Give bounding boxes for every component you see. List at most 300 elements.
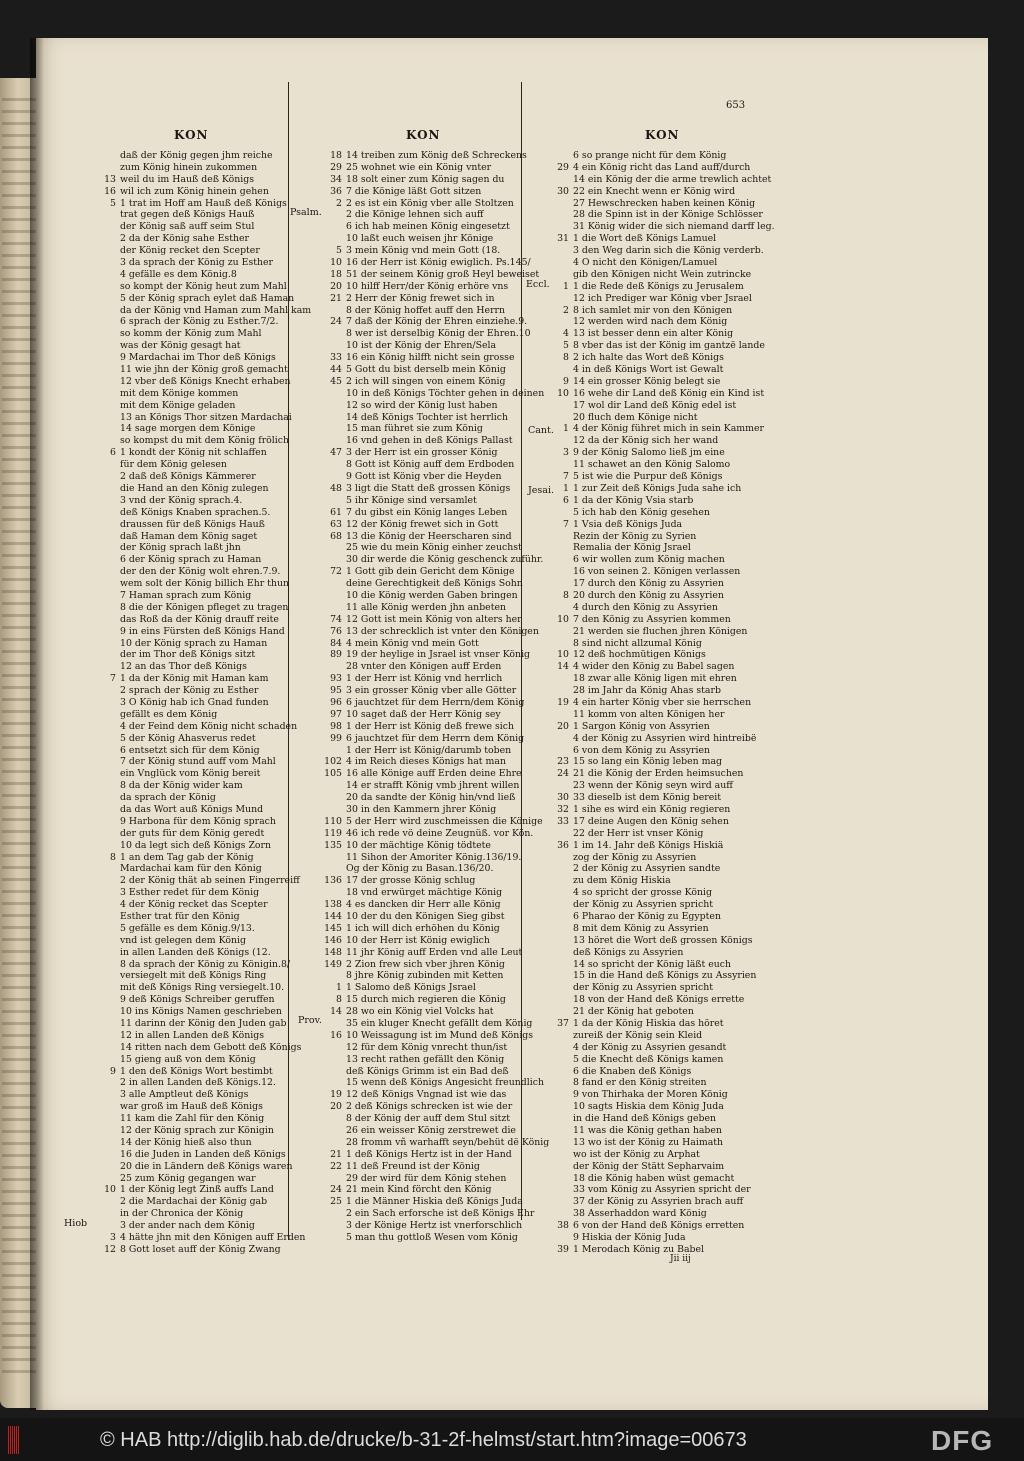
index-entry	[92, 947, 288, 959]
entry-text: das Roß da der König drauff reite	[120, 613, 279, 625]
verse-reference: 20	[557, 720, 569, 732]
entry-text: 6 von dem König zu Assyrien	[573, 744, 710, 756]
index-entry	[545, 340, 765, 352]
entry-text: 12 der König sprach zur Königin	[120, 1125, 274, 1137]
entry-text: 16 vnd gehen in deß Königs Pallast	[346, 435, 513, 447]
entry-text: 31 König wider die sich niemand darff leg.	[573, 221, 775, 233]
index-entry	[318, 661, 518, 673]
index-entry	[92, 768, 288, 780]
entry-text: 13 wo ist der König zu Haimath	[573, 1136, 724, 1148]
entry-text: 20 die in Ländern deß Königs waren	[120, 1160, 293, 1172]
index-entry	[545, 435, 765, 447]
entry-text: Mardachai kam für den König	[120, 863, 262, 875]
index-entry	[318, 1196, 523, 1208]
index-entry	[318, 840, 518, 852]
entry-text: 17 wol dir Land deß König edel ist	[573, 399, 737, 411]
index-entry	[92, 388, 288, 400]
entry-text: 12 ich Prediger war König vber Jsrael	[573, 292, 752, 304]
index-entry	[318, 1149, 518, 1161]
index-entry	[92, 709, 288, 721]
margin-book-cant: Cant.	[528, 425, 554, 436]
index-entry	[318, 542, 522, 554]
index-entry	[92, 923, 288, 935]
index-entry	[545, 959, 765, 971]
index-entry	[318, 340, 518, 352]
verse-reference: 2	[336, 197, 342, 209]
entry-text: 17 durch den König zu Assyrien	[573, 578, 724, 590]
entry-text: 10 der Herr ist König ewiglich	[346, 934, 490, 946]
entry-text: 29 der wird für dem König stehen	[346, 1172, 507, 1184]
entry-text: 18 solt einer zum König sagen du	[346, 173, 505, 185]
entry-text: 18 vnd erwürget mächtige König	[346, 887, 503, 899]
verse-reference: 74	[330, 613, 342, 625]
index-entry	[92, 292, 295, 305]
verse-reference: 4	[563, 328, 569, 340]
index-entry	[545, 495, 765, 507]
entry-text: 9 Harbona für dem König sprach	[120, 815, 276, 827]
barcode-icon	[8, 1426, 20, 1454]
entry-text: der guts für dem König geredt	[120, 827, 265, 839]
entry-text: 8 wer ist derselbig König der Ehren.10	[346, 328, 531, 340]
index-entry	[318, 507, 518, 519]
index-entry	[92, 649, 288, 661]
index-entry	[318, 756, 518, 768]
entry-text: 9 in eins Fürsten deß Königs Hand	[120, 625, 285, 637]
entry-text: 12 Gott ist mein König von alters her	[346, 613, 522, 625]
index-entry	[318, 911, 518, 923]
index-entry	[92, 578, 288, 590]
index-entry	[318, 162, 518, 174]
entry-text: 4 es dancken dir Herr alle König	[346, 899, 501, 911]
index-entry	[92, 531, 288, 543]
entry-text: 1 ich will dich erhöhen du König	[346, 922, 500, 934]
verse-reference: 5	[563, 340, 569, 352]
entry-text: 7 du gibst ein König langes Leben	[346, 506, 508, 518]
entry-text: 8 der König der auff dem Stul sitzt	[346, 1113, 511, 1125]
index-entry	[318, 887, 518, 899]
entry-text: ein Vnglück vom König bereit	[120, 768, 261, 780]
entry-text: 3 vnd der König sprach.4.	[120, 494, 243, 506]
index-entry	[545, 1173, 765, 1185]
entry-text: 2 es ist ein König vber alle Stoltzen	[346, 197, 514, 209]
entry-text: 25 wie du mein König einher zeuchst	[346, 542, 522, 554]
index-entry	[318, 815, 543, 828]
entry-text: 1 da der König Hiskia das höret	[573, 1018, 724, 1030]
index-entry	[92, 364, 288, 376]
index-entry	[545, 638, 765, 650]
verse-reference: 3	[563, 447, 569, 459]
entry-text: 20 da sandte der König hin/vnd ließ	[346, 792, 516, 804]
margin-book-psalm: Psalm.	[290, 207, 322, 218]
index-entry	[92, 911, 288, 923]
index-entry	[92, 221, 288, 233]
entry-text: 14 ein grosser König belegt sie	[573, 375, 721, 387]
index-entry	[318, 245, 518, 257]
entry-text: 1 Salomo deß Königs Jsrael	[346, 982, 476, 994]
entry-text: 2 daß deß Königs Kämmerer	[120, 471, 256, 483]
index-entry	[545, 590, 765, 602]
index-entry	[318, 1113, 518, 1125]
entry-text: 11 kam die Zahl für den König	[120, 1113, 265, 1125]
entry-text: 23 wenn der König seyn wird auff	[573, 780, 733, 792]
index-entry	[545, 911, 765, 923]
index-entry	[318, 732, 525, 745]
entry-text: 1 an dem Tag gab der König	[120, 851, 254, 863]
entry-text: mit dem Könige kommen	[120, 387, 239, 399]
verse-reference: 5	[110, 197, 116, 209]
index-entry	[545, 400, 765, 412]
index-entry	[92, 816, 288, 828]
verse-reference: 21	[330, 1148, 342, 1160]
entry-text: 10 der mächtige König tödtete	[346, 839, 491, 851]
index-entry	[318, 1006, 518, 1018]
entry-text: gib den Königen nicht Wein zutrincke	[573, 268, 752, 280]
entry-text: 10 da legt sich deß Königs Zorn	[120, 839, 272, 851]
index-entry	[318, 1089, 518, 1101]
index-entry	[318, 1161, 518, 1173]
entry-text: 1 deß Königs Hertz ist in der Hand	[346, 1148, 512, 1160]
index-entry	[318, 316, 528, 328]
index-entry	[92, 863, 288, 875]
entry-text: 8 da der König wider kam	[120, 780, 243, 792]
entry-text: 3 ein grosser König vber alle Götter	[346, 685, 517, 697]
index-entry	[318, 780, 518, 792]
verse-reference: 16	[104, 185, 116, 197]
verse-reference: 19	[557, 696, 569, 708]
entry-text: 11 was die König gethan haben	[573, 1125, 722, 1137]
entry-text: draussen für deß Königs Hauß	[120, 518, 265, 530]
verse-reference: 89	[330, 649, 342, 661]
entry-text: für dem König gelesen	[120, 459, 227, 471]
entry-text: 6 die Knaben deß Königs	[573, 1065, 692, 1077]
verse-reference: 10	[104, 1184, 116, 1196]
entry-text: so komm der König zum Mahl	[120, 328, 262, 340]
index-entry	[92, 720, 298, 733]
index-entry	[545, 281, 765, 293]
entry-text: 1 da der König Vsia starb	[573, 494, 694, 506]
index-entry	[318, 994, 518, 1006]
entry-text: 1 die Männer Hiskia deß Königs Juda	[346, 1196, 523, 1208]
index-entry	[545, 852, 765, 864]
entry-text: 16 wehe dir Land deß König ein Kind ist	[573, 387, 765, 399]
entry-text: 1 der Herr ist König deß frewe sich	[346, 720, 514, 732]
verse-reference: 36	[330, 185, 342, 197]
index-entry	[318, 293, 518, 305]
verse-reference: 8	[563, 589, 569, 601]
entry-text: 1 die Wort deß Königs Lamuel	[573, 233, 717, 245]
index-entry	[545, 1042, 765, 1054]
verse-reference: 16	[330, 1029, 342, 1041]
verse-reference: 44	[330, 364, 342, 376]
entry-text: deß Königs Knaben sprachen.5.	[120, 506, 271, 518]
entry-text: 12 an das Thor deß Königs	[120, 661, 247, 673]
index-entry	[92, 554, 288, 566]
entry-text: 1 trat im Hoff am Hauß deß Königs	[120, 197, 287, 209]
index-entry	[545, 1196, 765, 1208]
verse-reference: 20	[330, 280, 342, 292]
entry-text: 4 wider den König zu Babel sagen	[573, 661, 735, 673]
entry-text: 15 in die Hand deß Königs zu Assyrien	[573, 970, 757, 982]
entry-text: 15 durch mich regieren die König	[346, 994, 506, 1006]
entry-text: weil du im Hauß deß Königs	[120, 173, 255, 185]
entry-text: wo ist der König zu Arphat	[573, 1148, 700, 1160]
verse-reference: 8	[563, 352, 569, 364]
entry-text: 7 Haman sprach zum König	[120, 589, 252, 601]
entry-text: 11 jhr König auff Erden vnd alle Leut	[346, 946, 523, 958]
entry-text: 28 fromm vñ warhafft seyn/behüt dë König	[346, 1136, 550, 1148]
verse-reference: 9	[110, 1065, 116, 1077]
index-entry	[545, 804, 765, 816]
index-entry	[92, 1173, 288, 1185]
footer-copyright-url[interactable]: © HAB http://diglib.hab.de/drucke/b-31-2f-helmst/start.htm?image=00673	[100, 1429, 747, 1451]
index-entry	[318, 1125, 518, 1137]
entry-text: 5 gefälle es dem König.9/13.	[120, 922, 255, 934]
entry-text: 12 für dem König vnrecht thun/ist	[346, 1041, 508, 1053]
entry-text: 1 Merodach König zu Babel	[573, 1243, 705, 1255]
index-entry	[92, 245, 288, 257]
index-entry	[545, 412, 765, 424]
entry-text: 9 der König Salomo ließ jm eine	[573, 447, 725, 459]
verse-reference: 110	[324, 815, 342, 827]
verse-reference: 1	[563, 423, 569, 435]
entry-text: gefällt es dem König	[120, 708, 218, 720]
entry-text: 1 Gott gib dein Gericht dem Könige	[346, 566, 515, 578]
entry-text: 18 von der Hand deß Königs errette	[573, 994, 745, 1006]
index-entry	[92, 887, 288, 899]
entry-text: 28 vnter den Königen auff Erden	[346, 661, 502, 673]
entry-text: 3 da sprach der König zu Esther	[120, 257, 274, 269]
index-entry	[92, 375, 291, 388]
index-entry	[545, 1220, 765, 1232]
index-entry	[318, 554, 544, 566]
index-entry	[318, 745, 518, 757]
entry-text: 18 die König haben wüst gemacht	[573, 1172, 735, 1184]
entry-text: da sprach der König	[120, 792, 216, 804]
running-head-1: KON	[174, 128, 209, 142]
entry-text: 12 da der König sich her wand	[573, 435, 719, 447]
verse-reference: 7	[110, 673, 116, 685]
entry-text: 2 ich halte das Wort deß Königs	[573, 352, 724, 364]
verse-reference: 12	[104, 1243, 116, 1255]
index-entry	[92, 566, 288, 578]
entry-text: 22 der Herr ist vnser König	[573, 827, 704, 839]
entry-text: 5 der König sprach eylet daß Haman	[120, 292, 295, 304]
index-entry	[318, 578, 523, 590]
index-entry	[545, 602, 765, 614]
index-entry	[545, 316, 765, 328]
entry-text: 2 der König thät ab seinen Fingerreiff	[120, 875, 300, 887]
verse-reference: 1	[563, 482, 569, 494]
verse-reference: 84	[330, 637, 342, 649]
verse-reference: 149	[324, 958, 342, 970]
verse-reference: 10	[330, 257, 342, 269]
entry-text: 2 in allen Landen deß Königs.12.	[120, 1077, 276, 1089]
index-entry	[545, 1232, 765, 1244]
index-entry	[545, 982, 765, 994]
entry-text: zu dem König Hiskia	[573, 875, 671, 887]
index-entry	[92, 423, 288, 435]
entry-text: 2 der König zu Assyrien sandte	[573, 863, 721, 875]
entry-text: 5 ich hab den König gesehen	[573, 506, 710, 518]
entry-text: daß Haman dem König saget	[120, 530, 258, 542]
entry-text: 10 saget daß der Herr König sey	[346, 708, 501, 720]
index-entry	[92, 899, 288, 911]
verse-reference: 20	[330, 1101, 342, 1113]
index-entry	[545, 483, 765, 495]
verse-reference: 102	[324, 756, 342, 768]
entry-text: 17 deine Augen den König sehen	[573, 815, 729, 827]
index-entry	[92, 1089, 288, 1101]
verse-reference: 6	[110, 447, 116, 459]
index-entry	[545, 162, 765, 174]
index-entry	[92, 1160, 293, 1173]
index-entry	[318, 1042, 518, 1054]
entry-text: 20 fluch dem Könige nicht	[573, 411, 698, 423]
index-entry	[545, 186, 765, 198]
index-entry	[92, 186, 288, 198]
index-entry	[92, 1113, 288, 1125]
index-entry	[92, 150, 288, 162]
verse-reference: 31	[557, 233, 569, 245]
index-entry	[545, 376, 765, 388]
index-entry	[545, 578, 765, 590]
index-entry	[318, 625, 539, 638]
index-entry	[318, 364, 518, 376]
index-entry	[318, 875, 518, 887]
index-entry	[92, 828, 288, 840]
entry-text: 4 durch den König zu Assyrien	[573, 601, 718, 613]
verse-reference: 2	[563, 304, 569, 316]
index-entry	[318, 935, 518, 947]
entry-text: 11 wie jhn der König groß gemacht	[120, 364, 288, 376]
index-entry	[318, 1173, 518, 1185]
entry-text: 14 der König hieß also thun	[120, 1136, 252, 1148]
index-entry	[545, 1018, 765, 1030]
index-entry	[545, 1006, 765, 1018]
entry-text: 9 Hiskia der König Juda	[573, 1232, 686, 1244]
verse-reference: 3	[110, 1232, 116, 1244]
index-entry	[318, 352, 518, 364]
entry-text: 16 alle Könige auff Erden deine Ehre	[346, 768, 522, 780]
entry-text: zum König hinein zukommen	[120, 161, 258, 173]
entry-text: 10 der König sprach zu Haman	[120, 637, 268, 649]
entry-text: 9 Gott ist König vber die Heyden	[346, 471, 502, 483]
entry-text: 3 den Weg darin sich die König verderb.	[573, 245, 764, 257]
verse-reference: 23	[557, 756, 569, 768]
entry-text: 14 sage morgen dem Könige	[120, 423, 256, 435]
verse-reference: 6	[563, 494, 569, 506]
index-entry	[318, 305, 518, 317]
verse-reference: 10	[557, 649, 569, 661]
index-entry	[318, 447, 518, 459]
index-entry	[318, 423, 518, 435]
margin-book-hiob: Hiob	[64, 1218, 88, 1229]
index-entry	[545, 947, 765, 959]
entry-text: 4 so spricht der grosse König	[573, 887, 712, 899]
verse-reference: 136	[324, 875, 342, 887]
index-entry	[92, 1066, 288, 1078]
entry-text: 4 im Reich dieses Königs hat man	[346, 756, 506, 768]
index-entry	[92, 209, 288, 221]
index-entry	[92, 495, 288, 507]
index-entry	[92, 340, 288, 352]
index-entry	[545, 257, 765, 269]
index-entry	[92, 1196, 288, 1208]
entry-text: war groß im Hauß deß Königs	[120, 1101, 263, 1113]
verse-reference: 8	[110, 851, 116, 863]
index-entry	[318, 638, 518, 650]
index-entry	[92, 638, 288, 650]
index-entry	[92, 958, 291, 971]
index-entry	[318, 1077, 544, 1089]
index-entry	[92, 1030, 288, 1042]
index-entry	[318, 281, 518, 293]
index-entry	[318, 221, 518, 233]
index-entry	[92, 745, 288, 757]
index-entry	[545, 1089, 765, 1101]
entry-text: versiegelt mit deß Königs Ring	[120, 970, 267, 982]
index-entry	[545, 423, 765, 435]
entry-text: 18 zwar alle König ligen mit ehren	[573, 673, 737, 685]
verse-reference: 105	[324, 768, 342, 780]
index-entry	[92, 756, 288, 768]
index-entry	[545, 1030, 765, 1042]
entry-text: 3 der ander nach dem König	[120, 1220, 255, 1232]
column-rule	[288, 90, 289, 1240]
index-entry	[545, 626, 765, 638]
index-entry	[318, 268, 540, 281]
entry-text: 12 in allen Landen deß Königs	[120, 1029, 265, 1041]
entry-text: 2 die Mardachai der König gab	[120, 1196, 268, 1208]
entry-text: 30 dir werde die König geschenck zuführ.	[346, 554, 544, 566]
verse-reference: 29	[330, 161, 342, 173]
index-entry	[92, 281, 288, 293]
entry-text: 7 die Könige läßt Gott sitzen	[346, 185, 482, 197]
entry-text: 12 vber deß Königs Knecht erhaben	[120, 375, 291, 387]
entry-text: 8 die der Königen pfleget zu tragen	[120, 601, 289, 613]
entry-text: 6 Pharao der König zu Egypten	[573, 911, 721, 922]
index-entry	[545, 875, 765, 887]
index-entry	[545, 863, 765, 875]
index-entry	[318, 198, 518, 210]
index-entry	[92, 661, 288, 673]
verse-reference: 48	[330, 482, 342, 494]
entry-text: 1 sihe es wird ein König regieren	[573, 803, 731, 815]
index-entry	[545, 209, 765, 221]
index-entry	[545, 1184, 765, 1196]
index-entry	[545, 542, 765, 554]
index-entry	[92, 257, 288, 269]
index-entry	[318, 851, 522, 864]
index-entry	[545, 173, 772, 186]
entry-text: 4 in deß Königs Wort ist Gewalt	[573, 364, 724, 376]
entry-text: 4 ein König richt das Land auff/durch	[573, 161, 751, 173]
index-entry	[545, 1125, 765, 1137]
entry-text: 1 im 14. Jahr deß Königs Hiskiä	[573, 839, 724, 851]
verse-reference: 13	[104, 173, 116, 185]
entry-text: 4 der König recket das Scepter	[120, 899, 268, 911]
index-entry	[545, 923, 765, 935]
index-entry	[545, 1208, 765, 1220]
index-entry	[545, 531, 765, 543]
index-entry	[318, 495, 518, 507]
index-entry	[92, 602, 288, 614]
verse-reference: 1	[336, 982, 342, 994]
index-entry	[545, 721, 765, 733]
entry-text: so kompt der König heut zum Mahl	[120, 280, 287, 292]
entry-text: mit deß Königs Ring versiegelt.10.	[120, 982, 285, 994]
index-entry	[545, 1149, 765, 1161]
